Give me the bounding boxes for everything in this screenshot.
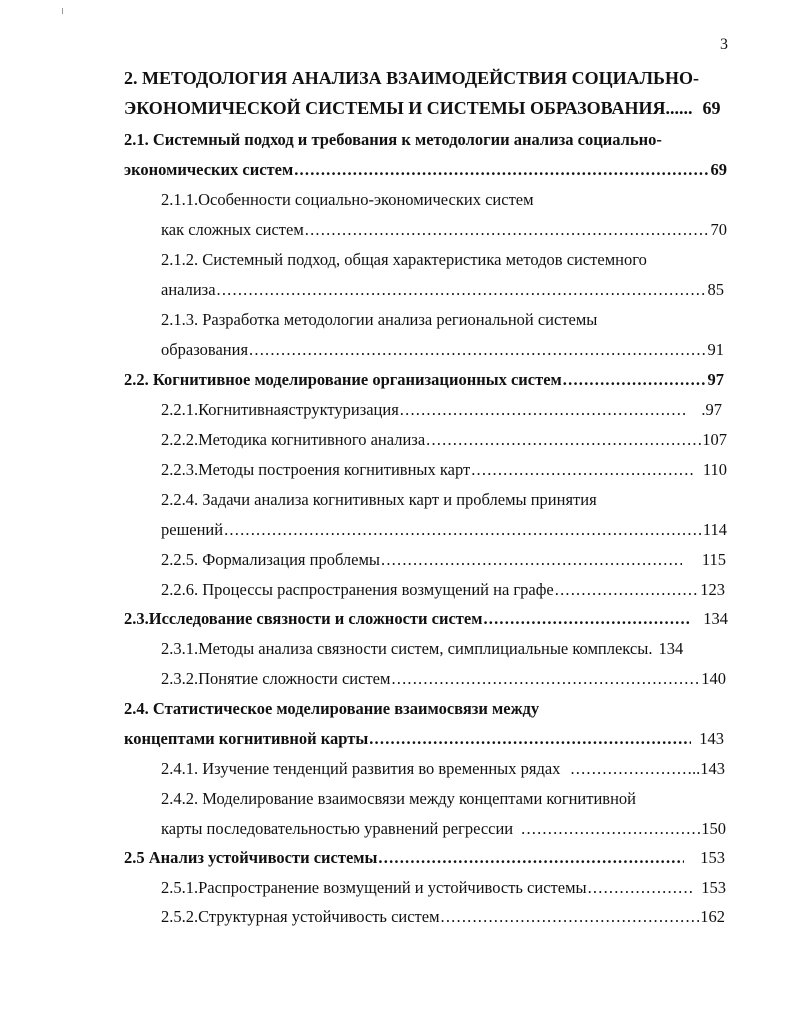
toc-item-2-2-3[interactable]: [161, 458, 727, 482]
toc-item-2-3-2-page: 140: [701, 669, 726, 688]
toc-item-2-3-2[interactable]: [161, 667, 726, 691]
toc-item-2-1-2-line1[interactable]: [161, 248, 727, 272]
toc-section-2-3[interactable]: [124, 607, 728, 631]
toc-item-2-5-1-page: 153: [701, 878, 726, 897]
toc-item-2-4-1[interactable]: [161, 757, 725, 781]
toc-item-2-1-3-page: 91: [707, 340, 724, 359]
toc-item-2-3-1-page: 134: [658, 639, 684, 658]
toc-item-2-2-5-page: 115: [701, 550, 726, 569]
toc-item-2-3-2-leader: [391, 667, 700, 691]
toc-section-2-3-leader: [483, 607, 689, 631]
toc-item-2-2-4-title-part1: 2.2.4. Задачи анализа когнитивных карт и проблемы принятия: [161, 490, 597, 509]
toc-section-2-1-title-part1: 2.1. Системный подход и требования к методологии анализа социально-: [124, 130, 662, 149]
toc-item-2-4-1-leader: [570, 757, 691, 781]
toc-item-2-2-6-title: 2.2.6. Процессы распространения возмущений на графе: [161, 580, 554, 599]
toc-item-2-4-2-line1[interactable]: [161, 787, 727, 811]
toc-item-2-1-2-title-part2: анализа: [161, 280, 216, 299]
toc-item-2-2-5-title: 2.2.5. Формализация проблемы: [161, 550, 381, 569]
toc-section-2-3-page: 134: [703, 609, 728, 628]
toc-item-2-3-2-title: 2.3.2.Понятие сложности систем: [161, 669, 391, 688]
toc-item-2-1-1-line2[interactable]: [161, 218, 727, 242]
toc-item-2-1-3-line2[interactable]: [161, 338, 724, 362]
toc-section-2-2[interactable]: [124, 368, 724, 392]
toc-section-2-5-page: 153: [700, 848, 725, 867]
toc-item-2-5-2-page: 162: [700, 907, 725, 926]
toc-item-2-2-3-title: 2.2.3.Методы построения когнитивных карт: [161, 460, 471, 479]
toc-item-2-1-1-title-part2: как сложных систем: [161, 220, 304, 239]
page-number: 3: [720, 36, 728, 53]
toc-section-2-1-line1[interactable]: [124, 128, 724, 152]
toc-item-2-2-1[interactable]: [161, 398, 722, 422]
toc-item-2-4-1-title: 2.4.1. Изучение тенденций развития во временных рядах: [161, 759, 561, 778]
toc-item-2-2-2-title: 2.2.2.Методика когнитивного анализа: [161, 430, 426, 449]
toc-item-2-2-6[interactable]: [161, 578, 725, 602]
toc-item-2-2-4-line1[interactable]: [161, 488, 727, 512]
toc-item-2-2-1-title: 2.2.1.Когнитивнаяструктуризация: [161, 400, 399, 419]
toc-item-2-2-6-leader: [555, 578, 700, 602]
toc-item-2-2-1-leader: [400, 398, 688, 422]
toc-item-2-4-2-title-part1: 2.4.2. Моделирование взаимосвязи между концептами когнитивной: [161, 789, 637, 808]
toc-chapter-2-line1[interactable]: [124, 66, 724, 90]
toc-section-2-5[interactable]: [124, 846, 725, 870]
toc-section-2-3-title: 2.3.Исследование связности и сложности систем: [124, 609, 483, 628]
toc-section-2-1-line2[interactable]: [124, 158, 727, 182]
toc-section-2-1-leader: [294, 158, 709, 182]
toc-item-2-4-2-leader: [521, 817, 700, 841]
toc-item-2-1-1-page: 70: [710, 220, 727, 239]
toc-item-2-1-3-leader: [249, 338, 706, 362]
toc-item-2-2-4-page: 114: [702, 520, 727, 539]
toc-item-2-2-6-page: 123: [700, 580, 725, 599]
toc-item-2-1-1-title-part1: 2.1.1.Особенности социально-экономических систем: [161, 190, 534, 209]
toc-item-2-3-1[interactable]: [161, 637, 729, 661]
toc-section-2-4-page: 143: [699, 729, 724, 748]
toc-item-2-5-2-title: 2.5.2.Структурная устойчивость систем: [161, 907, 440, 926]
toc-section-2-5-leader: [378, 846, 684, 870]
toc-item-2-5-2[interactable]: [161, 905, 725, 929]
toc-section-2-2-page: 97: [707, 370, 724, 389]
toc-item-2-2-5[interactable]: [161, 548, 726, 572]
toc-item-2-3-1-title: 2.3.1.Методы анализа связности систем, симплициальные комплексы.: [161, 639, 653, 658]
toc-chapter-2-page: 69: [702, 98, 721, 118]
toc-item-2-2-2-leader: [426, 428, 701, 452]
toc-section-2-4-title-part1: 2.4. Статистическое моделирование взаимосвязи между: [124, 699, 540, 718]
toc-item-2-2-2[interactable]: [161, 428, 727, 452]
toc-item-2-4-2-line2[interactable]: [161, 817, 726, 841]
toc-item-2-4-1-page: ..143: [692, 759, 725, 778]
toc-item-2-2-4-leader: [224, 518, 702, 542]
toc-item-2-1-2-leader: [217, 278, 707, 302]
toc-section-2-4-line2[interactable]: [124, 727, 724, 751]
toc-section-2-2-title: 2.2. Когнитивное моделирование организационных систем: [124, 370, 562, 389]
toc-section-2-2-leader: [563, 368, 707, 392]
toc-section-2-4-leader: [369, 727, 691, 751]
toc-section-2-4-title-part2: концептами когнитивной карты: [124, 729, 369, 748]
toc-item-2-2-4-line2[interactable]: [161, 518, 727, 542]
toc-item-2-1-3-line1[interactable]: [161, 308, 727, 332]
toc-item-2-1-2-page: 85: [707, 280, 724, 299]
toc-item-2-5-2-leader: [441, 905, 700, 929]
toc-chapter-2-line2[interactable]: [124, 96, 728, 120]
toc-item-2-2-4-title-part2: решений: [161, 520, 224, 539]
toc-item-2-5-1-leader: [588, 876, 694, 900]
toc-item-2-2-1-page: .97: [701, 400, 722, 419]
toc-item-2-5-1-title: 2.5.1.Распространение возмущений и устойчивость системы: [161, 878, 587, 897]
toc-chapter-2-title-part1: 2. МЕТОДОЛОГИЯ АНАЛИЗА ВЗАИМОДЕЙСТВИЯ СОЦИАЛЬНО-: [124, 68, 699, 88]
toc-chapter-2-leader: ......: [665, 98, 693, 118]
toc-item-2-4-2-page: 150: [701, 819, 726, 838]
toc-section-2-1-title-part2: экономических систем: [124, 160, 294, 179]
toc-item-2-4-2-title-part2: карты последовательностью уравнений регрессии: [161, 819, 514, 838]
toc-item-2-5-1[interactable]: [161, 876, 726, 900]
toc-chapter-2-title-part2: ЭКОНОМИЧЕСКОЙ СИСТЕМЫ И СИСТЕМЫ ОБРАЗОВАНИЯ: [124, 98, 666, 118]
toc-item-2-1-1-leader: [305, 218, 710, 242]
toc-item-2-2-3-page: 110: [702, 460, 727, 479]
toc-item-2-2-3-leader: [471, 458, 695, 482]
toc-item-2-1-3-title-part1: 2.1.3. Разработка методологии анализа региональной системы: [161, 310, 598, 329]
toc-item-2-1-3-title-part2: образования: [161, 340, 249, 359]
toc-item-2-1-1-line1[interactable]: [161, 188, 721, 212]
toc-item-2-2-2-page: 107: [702, 430, 727, 449]
toc-item-2-1-2-line2[interactable]: [161, 278, 724, 302]
toc-item-2-1-2-title-part1: 2.1.2. Системный подход, общая характеристика методов системного: [161, 250, 647, 269]
toc-section-2-5-title: 2.5 Анализ устойчивости системы: [124, 848, 378, 867]
toc-section-2-1-page: 69: [710, 160, 727, 179]
toc-section-2-4-line1[interactable]: [124, 697, 724, 721]
toc-item-2-2-5-leader: [381, 548, 682, 572]
